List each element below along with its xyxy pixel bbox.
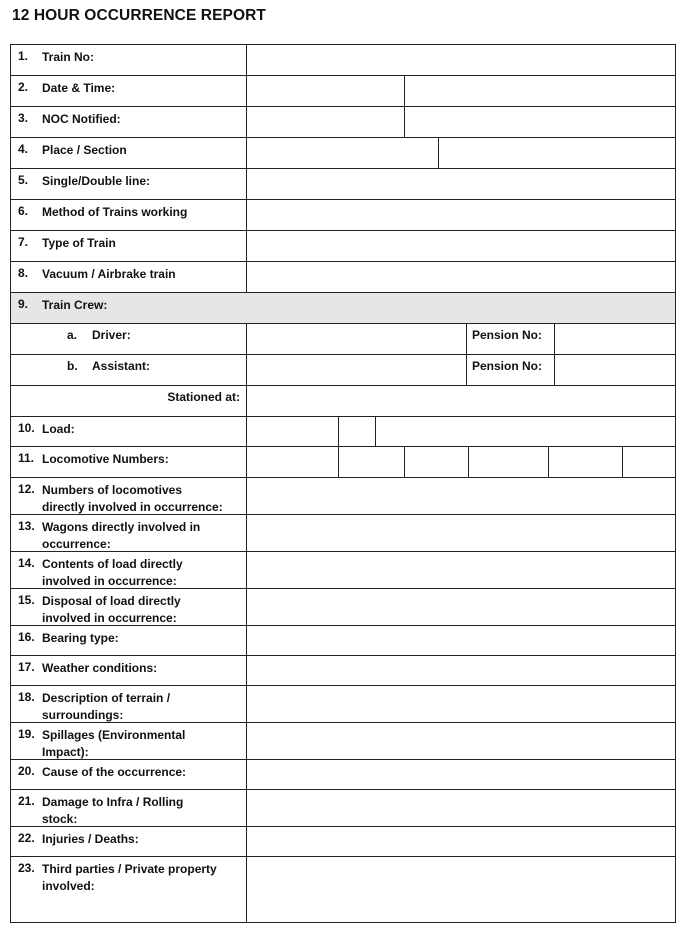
row-label bbox=[11, 355, 247, 385]
row-label bbox=[11, 293, 247, 323]
row-label bbox=[11, 76, 247, 106]
form-row-stationed-at bbox=[11, 386, 675, 417]
form-row-weather-conditions bbox=[11, 656, 675, 686]
row-label bbox=[11, 790, 247, 826]
row-label bbox=[11, 386, 247, 416]
cell-divider bbox=[404, 107, 405, 137]
form-row-spillages bbox=[11, 723, 675, 760]
row-number: 14. bbox=[18, 556, 35, 570]
row-number: 20. bbox=[18, 764, 35, 778]
row-label bbox=[11, 656, 247, 685]
row-text: Injuries / Deaths: bbox=[42, 832, 139, 846]
cell-divider bbox=[375, 417, 376, 446]
cell-divider bbox=[468, 447, 469, 477]
row-text: Spillages (Environmental bbox=[42, 728, 186, 742]
row-number: 19. bbox=[18, 727, 35, 741]
row-number: a. bbox=[67, 328, 78, 342]
row-text: Train Crew: bbox=[42, 298, 108, 312]
form-row-type-of-train bbox=[11, 231, 675, 262]
row-text: Weather conditions: bbox=[42, 661, 158, 675]
row-text: Single/Double line: bbox=[42, 174, 151, 188]
row-label bbox=[11, 45, 247, 75]
row-number: 2. bbox=[18, 80, 29, 94]
row-label bbox=[11, 231, 247, 261]
form-row-date-time bbox=[11, 76, 675, 107]
row-text-line2: stock: bbox=[42, 812, 78, 826]
form-row-train-crew bbox=[11, 293, 675, 324]
cell-divider bbox=[338, 417, 339, 446]
row-label bbox=[11, 447, 247, 477]
row-number: 8. bbox=[18, 266, 29, 280]
row-text-line2: involved in occurrence: bbox=[42, 611, 177, 625]
row-text-line2: Impact): bbox=[42, 745, 89, 759]
row-text: Disposal of load directly bbox=[42, 594, 181, 608]
row-text: Vacuum / Airbrake train bbox=[42, 267, 176, 281]
row-number: 5. bbox=[18, 173, 29, 187]
row-number: 21. bbox=[18, 794, 35, 808]
row-text: Driver: bbox=[92, 328, 131, 342]
row-text: Type of Train bbox=[42, 236, 116, 250]
row-number: b. bbox=[67, 359, 78, 373]
form-row-contents-of-load bbox=[11, 552, 675, 589]
form-row-place-section bbox=[11, 138, 675, 169]
row-text: Contents of load directly bbox=[42, 557, 183, 571]
form-row-cause bbox=[11, 760, 675, 790]
row-text: NOC Notified: bbox=[42, 112, 121, 126]
row-text-line2: involved: bbox=[42, 879, 95, 893]
row-text-line2: involved in occurrence: bbox=[42, 574, 177, 588]
row-text: Train No: bbox=[42, 50, 95, 64]
row-number: 12. bbox=[18, 482, 35, 496]
row-number: 17. bbox=[18, 660, 35, 674]
row-label bbox=[11, 169, 247, 199]
row-number: 22. bbox=[18, 831, 35, 845]
row-label bbox=[11, 515, 247, 551]
form-row-vacuum-airbrake bbox=[11, 262, 675, 293]
row-text: Wagons directly involved in bbox=[42, 520, 201, 534]
row-label bbox=[11, 324, 247, 354]
form-row-assistant bbox=[11, 355, 675, 386]
row-number: 4. bbox=[18, 142, 29, 156]
row-label bbox=[11, 262, 247, 292]
row-label bbox=[11, 686, 247, 722]
row-text-line2: occurrence: bbox=[42, 537, 111, 551]
cell-divider bbox=[466, 355, 467, 385]
cell-divider bbox=[404, 447, 405, 477]
row-text: Damage to Infra / Rolling bbox=[42, 795, 184, 809]
occurrence-form bbox=[10, 44, 676, 923]
form-row-noc-notified bbox=[11, 107, 675, 138]
cell-divider bbox=[404, 76, 405, 106]
row-label bbox=[11, 200, 247, 230]
form-row-third-parties bbox=[11, 857, 675, 922]
row-label bbox=[11, 478, 247, 514]
row-number: 6. bbox=[18, 204, 29, 218]
form-row-disposal-of-load bbox=[11, 589, 675, 626]
form-row-method-of-working bbox=[11, 200, 675, 231]
row-text-line2: surroundings: bbox=[42, 708, 124, 722]
row-text-line2: directly involved in occurrence: bbox=[42, 500, 223, 514]
row-number: 23. bbox=[18, 861, 35, 875]
row-number: 9. bbox=[18, 297, 29, 311]
row-label bbox=[11, 857, 247, 922]
row-number: 10. bbox=[18, 421, 35, 435]
cell-divider bbox=[548, 447, 549, 477]
row-number: 1. bbox=[18, 49, 29, 63]
row-text: Assistant: bbox=[92, 359, 151, 373]
row-label bbox=[11, 138, 247, 168]
row-text: Locomotive Numbers: bbox=[42, 452, 169, 466]
form-row-injuries bbox=[11, 827, 675, 857]
row-text: Method of Trains working bbox=[42, 205, 188, 219]
row-label bbox=[11, 827, 247, 856]
row-label bbox=[11, 626, 247, 655]
row-text: Third parties / Private property bbox=[42, 862, 217, 876]
row-number: 11. bbox=[18, 451, 35, 465]
form-row-train-no bbox=[11, 45, 675, 76]
row-label bbox=[11, 552, 247, 588]
form-row-wagons-involved bbox=[11, 515, 675, 552]
row-text: Load: bbox=[42, 422, 75, 436]
cell-divider bbox=[466, 324, 467, 354]
row-text: Bearing type: bbox=[42, 631, 119, 645]
cell-divider bbox=[622, 447, 623, 477]
form-row-locomotive-numbers bbox=[11, 447, 675, 478]
pension-no-label: Pension No: bbox=[472, 328, 543, 342]
row-label bbox=[11, 107, 247, 137]
row-number: 16. bbox=[18, 630, 35, 644]
row-label bbox=[11, 723, 247, 759]
form-row-terrain bbox=[11, 686, 675, 723]
form-row-damage bbox=[11, 790, 675, 827]
row-text: Stationed at: bbox=[167, 390, 240, 404]
row-text: Numbers of locomotives bbox=[42, 483, 183, 497]
form-row-load bbox=[11, 417, 675, 447]
form-row-driver bbox=[11, 324, 675, 355]
form-row-locomotives-involved bbox=[11, 478, 675, 515]
row-number: 18. bbox=[18, 690, 35, 704]
row-label bbox=[11, 760, 247, 789]
row-text: Place / Section bbox=[42, 143, 127, 157]
row-number: 3. bbox=[18, 111, 29, 125]
row-number: 13. bbox=[18, 519, 35, 533]
row-number: 15. bbox=[18, 593, 35, 607]
cell-divider bbox=[338, 447, 339, 477]
report-title: 12 HOUR OCCURRENCE REPORT bbox=[12, 7, 266, 24]
row-number: 7. bbox=[18, 235, 29, 249]
row-text: Cause of the occurrence: bbox=[42, 765, 187, 779]
cell-divider bbox=[554, 355, 555, 385]
pension-no-label: Pension No: bbox=[472, 359, 543, 373]
form-row-bearing-type bbox=[11, 626, 675, 656]
row-text: Date & Time: bbox=[42, 81, 116, 95]
cell-divider bbox=[438, 138, 439, 168]
row-label bbox=[11, 589, 247, 625]
row-label bbox=[11, 417, 247, 446]
row-text: Description of terrain / bbox=[42, 691, 171, 705]
cell-divider bbox=[554, 324, 555, 354]
form-row-single-double-line bbox=[11, 169, 675, 200]
